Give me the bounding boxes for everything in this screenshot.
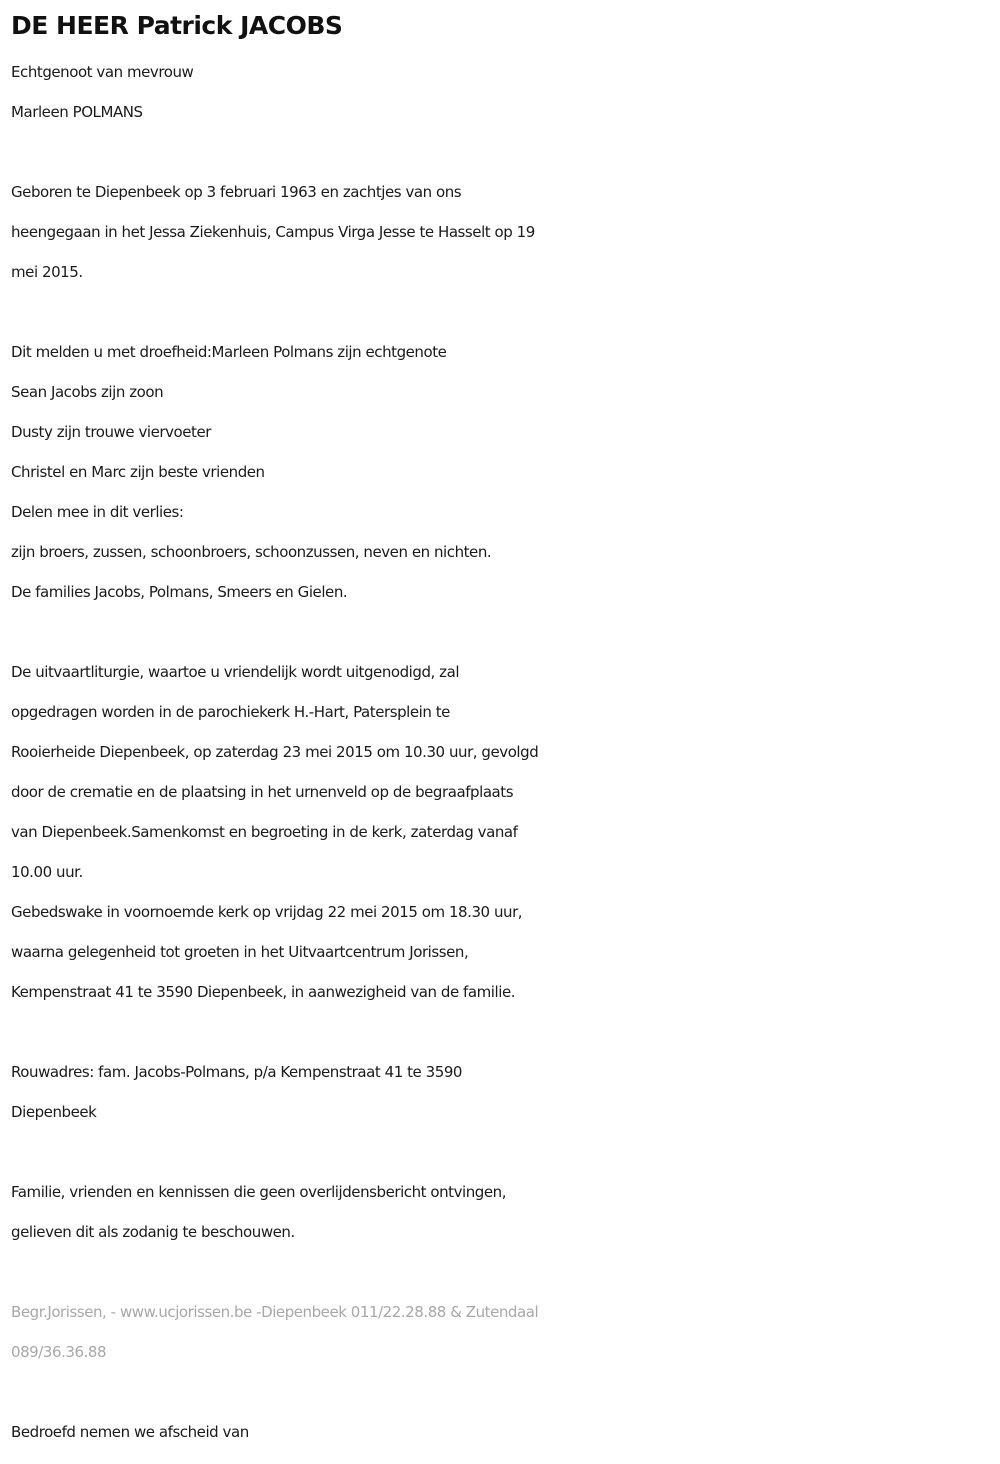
- closing-line: Bedroefd nemen we afscheid van: [11, 1423, 249, 1441]
- spacer: [11, 1372, 991, 1412]
- page-title: DE HEER Patrick JACOBS: [11, 11, 343, 40]
- text-line: Kempenstraat 41 te 3590 Diepenbeek, in aanwezigheid van de familie.: [11, 983, 516, 1001]
- spacer: [11, 1252, 991, 1292]
- text-line: De families Jacobs, Polmans, Smeers en Gielen.: [11, 583, 348, 601]
- text-line: mei 2015.: [11, 263, 83, 281]
- text-line: waarna gelegenheid tot groeten in het Uitvaartcentrum Jorissen,: [11, 943, 469, 961]
- spacer: [11, 1012, 991, 1052]
- text-line: Diepenbeek: [11, 1103, 97, 1121]
- funeral-paragraph: [11, 652, 991, 1012]
- text-line: Dusty zijn trouwe viervoeter: [11, 423, 211, 441]
- spouse-name: Marleen POLMANS: [11, 103, 143, 121]
- text-line: van Diepenbeek.Samenkomst en begroeting in de kerk, zaterdag vanaf: [11, 823, 518, 841]
- spacer: [11, 292, 991, 332]
- spacer: [11, 1132, 991, 1172]
- birth-paragraph: [11, 172, 991, 292]
- undertaker-paragraph: [11, 1292, 991, 1372]
- text-line: Dit melden u met droefheid:Marleen Polmans zijn echtgenote: [11, 343, 447, 361]
- spouse-line: Echtgenoot van mevrouw: [11, 63, 194, 81]
- text-line: Delen mee in dit verlies:: [11, 503, 184, 521]
- spacer: [11, 612, 991, 652]
- undertaker-line: Begr.Jorissen, - www.ucjorissen.be -Diepenbeek 011/22.28.88 & Zutendaal: [11, 1303, 539, 1321]
- text-line: gelieven dit als zodanig te beschouwen.: [11, 1223, 295, 1241]
- text-line: Rouwadres: fam. Jacobs-Polmans, p/a Kempenstraat 41 te 3590: [11, 1063, 463, 1081]
- undertaker-line: 089/36.36.88: [11, 1343, 107, 1361]
- mourners-paragraph: [11, 332, 991, 612]
- text-line: Gebedswake in voornoemde kerk op vrijdag 22 mei 2015 om 18.30 uur,: [11, 903, 523, 921]
- text-line: Christel en Marc zijn beste vrienden: [11, 463, 265, 481]
- text-line: opgedragen worden in de parochiekerk H.-Hart, Patersplein te: [11, 703, 450, 721]
- text-line: door de crematie en de plaatsing in het urnenveld op de begraafplaats: [11, 783, 514, 801]
- text-line: Familie, vrienden en kennissen die geen overlijdensbericht ontvingen,: [11, 1183, 507, 1201]
- address-paragraph: [11, 1052, 991, 1132]
- text-line: Geboren te Diepenbeek op 3 februari 1963 en zachtjes van ons: [11, 183, 462, 201]
- text-line: zijn broers, zussen, schoonbroers, schoonzussen, neven en nichten.: [11, 543, 492, 561]
- text-line: 10.00 uur.: [11, 863, 83, 881]
- text-line: heengegaan in het Jessa Ziekenhuis, Campus Virga Jesse te Hasselt op 19: [11, 223, 535, 241]
- text-line: De uitvaartliturgie, waartoe u vriendelijk wordt uitgenodigd, zal: [11, 663, 460, 681]
- spacer: [11, 132, 991, 172]
- obituary-notice: [11, 0, 991, 1452]
- text-line: Rooierheide Diepenbeek, op zaterdag 23 mei 2015 om 10.30 uur, gevolgd: [11, 743, 539, 761]
- notice-paragraph: [11, 1172, 991, 1252]
- text-line: Sean Jacobs zijn zoon: [11, 383, 164, 401]
